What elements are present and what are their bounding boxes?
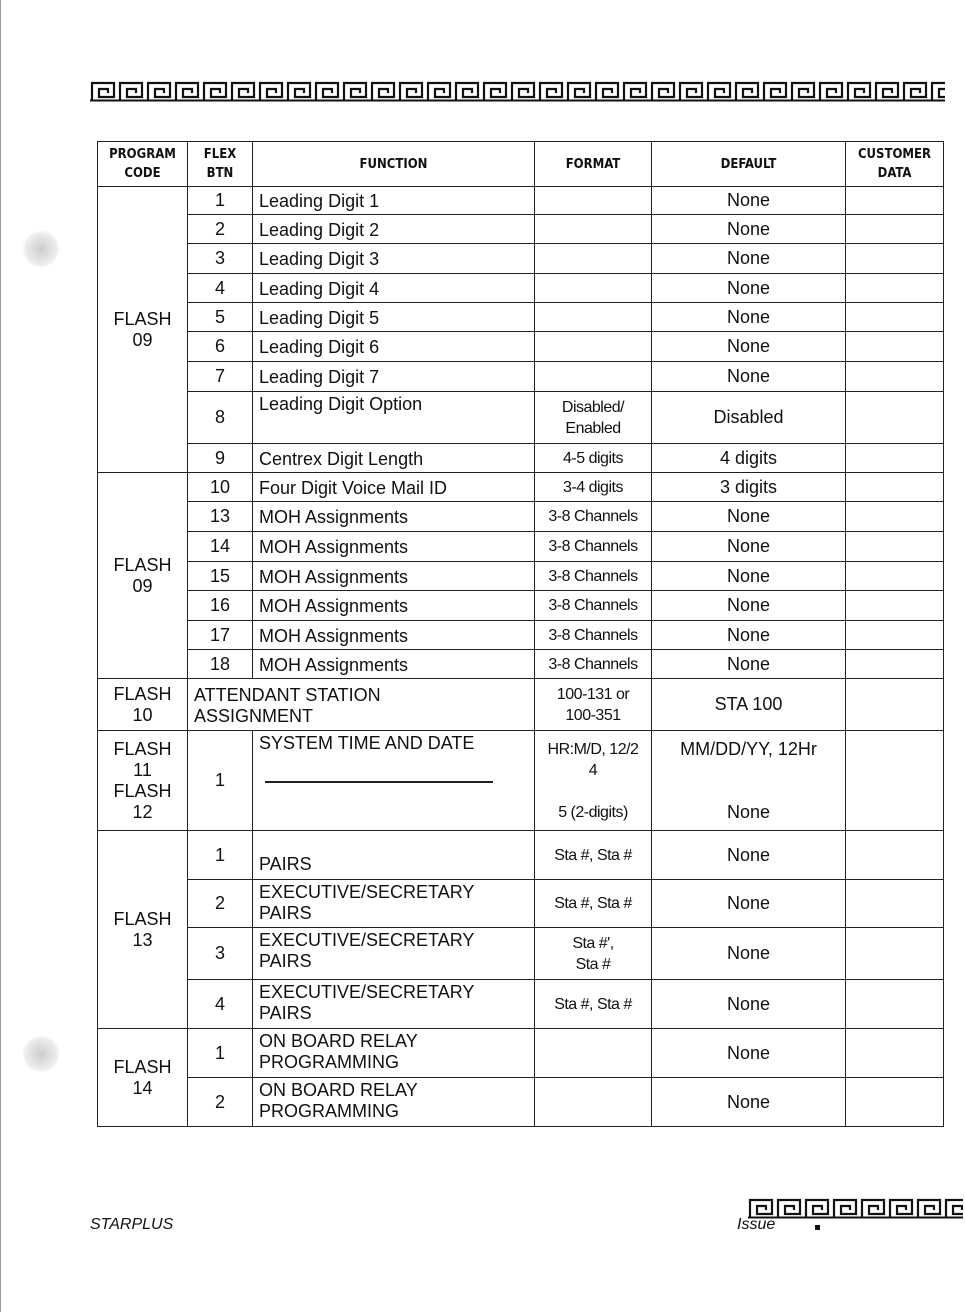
- default-cell: None: [652, 187, 846, 215]
- format-cell: [535, 215, 652, 244]
- default-cell: MM/DD/YY, 12Hr None: [652, 731, 846, 831]
- format-cell: 3-8 Channels: [535, 502, 652, 532]
- table-row: [98, 444, 944, 473]
- flex-btn-cell: 7: [188, 362, 253, 392]
- table-row: [98, 1029, 944, 1078]
- default-cell: None: [652, 621, 846, 650]
- table-row: [98, 274, 944, 303]
- function-cell: Leading Digit 3: [253, 244, 535, 274]
- flex-btn-cell: 2: [188, 1078, 253, 1127]
- footer-product-name: STARPLUS: [90, 1216, 174, 1233]
- table-row: [98, 215, 944, 244]
- function-cell: EXECUTIVE/SECRETARY PAIRS: [253, 928, 535, 980]
- default-cell: None: [652, 928, 846, 980]
- function-cell: Leading Digit 1: [253, 187, 535, 215]
- format-cell: [535, 303, 652, 332]
- format-cell: [535, 274, 652, 303]
- flex-btn-cell: 16: [188, 591, 253, 621]
- flex-btn-cell: 17: [188, 621, 253, 650]
- scan-edge: [0, 0, 1, 1312]
- blank-entry-line: [265, 781, 493, 783]
- format-cell: 4-5 digits: [535, 444, 652, 473]
- program-code: FLASH 09: [98, 473, 188, 679]
- format-cell: [535, 187, 652, 215]
- format-cell: [535, 1029, 652, 1078]
- default-cell: None: [652, 650, 846, 679]
- default-cell: None: [652, 215, 846, 244]
- function-cell: ATTENDANT STATION ASSIGNMENT: [188, 679, 535, 731]
- customer-data-cell: [846, 274, 944, 303]
- flex-btn-cell: 6: [188, 332, 253, 362]
- header-flex-btn: FLEX BTN: [188, 142, 253, 187]
- function-cell: PAIRS: [253, 831, 535, 880]
- table-row: [98, 332, 944, 362]
- default-cell: None: [652, 591, 846, 621]
- flex-btn-cell: 9: [188, 444, 253, 473]
- customer-data-cell: [846, 502, 944, 532]
- format-cell: 3-8 Channels: [535, 562, 652, 591]
- customer-data-cell: [846, 928, 944, 980]
- function-cell: SYSTEM TIME AND DATE: [253, 731, 535, 831]
- customer-data-cell: [846, 362, 944, 392]
- default-cell: None: [652, 332, 846, 362]
- customer-data-cell: [846, 473, 944, 502]
- flex-btn-cell: 2: [188, 215, 253, 244]
- table-row: [98, 591, 944, 621]
- format-cell: 3-8 Channels: [535, 650, 652, 679]
- table-row: [98, 473, 944, 502]
- header-function: FUNCTION: [253, 142, 535, 187]
- format-cell: 3-4 digits: [535, 473, 652, 502]
- customer-data-cell: [846, 444, 944, 473]
- table-row: [98, 679, 944, 731]
- table-row: [98, 502, 944, 532]
- table-row: [98, 880, 944, 928]
- flex-btn-cell: 3: [188, 928, 253, 980]
- customer-data-cell: [846, 880, 944, 928]
- function-cell: ON BOARD RELAY PROGRAMMING: [253, 1029, 535, 1078]
- format-cell: 3-8 Channels: [535, 532, 652, 562]
- table-header-row: [98, 142, 944, 187]
- function-cell: MOH Assignments: [253, 650, 535, 679]
- customer-data-cell: [846, 187, 944, 215]
- table-row: [98, 244, 944, 274]
- footer-issue: Issue: [737, 1216, 776, 1233]
- customer-data-cell: [846, 591, 944, 621]
- table-row: [98, 1078, 944, 1127]
- customer-data-cell: [846, 532, 944, 562]
- program-code: FLASH 14: [98, 1029, 188, 1127]
- format-cell: [535, 332, 652, 362]
- customer-data-cell: [846, 650, 944, 679]
- table-row: [98, 392, 944, 444]
- flex-btn-cell: 4: [188, 274, 253, 303]
- flex-btn-cell: 1: [188, 1029, 253, 1078]
- header-default: DEFAULT: [652, 142, 846, 187]
- customer-data-cell: [846, 831, 944, 880]
- customer-data-cell: [846, 215, 944, 244]
- flex-btn-cell: 2: [188, 880, 253, 928]
- flex-btn-cell: 15: [188, 562, 253, 591]
- default-cell: None: [652, 303, 846, 332]
- flex-btn-cell: 10: [188, 473, 253, 502]
- function-cell: MOH Assignments: [253, 502, 535, 532]
- customer-data-cell: [846, 1029, 944, 1078]
- flex-btn-cell: 13: [188, 502, 253, 532]
- flex-btn-cell: 18: [188, 650, 253, 679]
- table-row: [98, 980, 944, 1029]
- header-format: FORMAT: [535, 142, 652, 187]
- default-cell: None: [652, 502, 846, 532]
- function-cell: Leading Digit 6: [253, 332, 535, 362]
- default-cell: None: [652, 1029, 846, 1078]
- customer-data-cell: [846, 332, 944, 362]
- format-cell: [535, 1078, 652, 1127]
- program-code: FLASH 10: [98, 679, 188, 731]
- table-row: [98, 621, 944, 650]
- flex-btn-cell: 8: [188, 392, 253, 444]
- format-cell: Sta #', Sta #: [535, 928, 652, 980]
- header-program-code: PROGRAM CODE: [98, 142, 188, 187]
- flex-btn-cell: 1: [188, 731, 253, 831]
- customer-data-cell: [846, 244, 944, 274]
- header-customer-data: CUSTOMER DATA: [846, 142, 944, 187]
- function-cell: MOH Assignments: [253, 621, 535, 650]
- default-cell: None: [652, 880, 846, 928]
- default-cell: None: [652, 562, 846, 591]
- default-cell: None: [652, 980, 846, 1029]
- program-code: FLASH 11 FLASH 12: [98, 731, 188, 831]
- format-cell: 100-131 or 100-351: [535, 679, 652, 731]
- default-cell: None: [652, 1078, 846, 1127]
- format-cell: Sta #, Sta #: [535, 831, 652, 880]
- flex-btn-cell: 4: [188, 980, 253, 1029]
- flex-btn-cell: 1: [188, 187, 253, 215]
- format-cell: [535, 362, 652, 392]
- function-cell: MOH Assignments: [253, 591, 535, 621]
- function-cell: ON BOARD RELAY PROGRAMMING: [253, 1078, 535, 1127]
- default-cell: None: [652, 831, 846, 880]
- function-cell: MOH Assignments: [253, 532, 535, 562]
- format-cell: Sta #, Sta #: [535, 880, 652, 928]
- flex-btn-cell: 14: [188, 532, 253, 562]
- function-cell: Leading Digit 4: [253, 274, 535, 303]
- flex-btn-cell: 5: [188, 303, 253, 332]
- table-row: [98, 303, 944, 332]
- customer-data-cell: [846, 980, 944, 1029]
- default-cell: None: [652, 532, 846, 562]
- function-cell: Four Digit Voice Mail ID: [253, 473, 535, 502]
- format-cell: [535, 244, 652, 274]
- greek-key-border-top: [90, 80, 945, 102]
- program-code: FLASH 13: [98, 831, 188, 1029]
- table-row: [98, 532, 944, 562]
- default-cell: None: [652, 362, 846, 392]
- customer-data-cell: [846, 621, 944, 650]
- flex-btn-cell: 1: [188, 831, 253, 880]
- customer-data-cell: [846, 731, 944, 831]
- function-cell: EXECUTIVE/SECRETARY PAIRS: [253, 880, 535, 928]
- customer-data-cell: [846, 679, 944, 731]
- function-cell: MOH Assignments: [253, 562, 535, 591]
- greek-key-border-footer: [748, 1197, 963, 1219]
- function-cell: Centrex Digit Length: [253, 444, 535, 473]
- default-cell: 4 digits: [652, 444, 846, 473]
- table-row: [98, 831, 944, 880]
- punch-hole-mark: [22, 1035, 60, 1073]
- function-cell: Leading Digit 7: [253, 362, 535, 392]
- format-cell: 3-8 Channels: [535, 621, 652, 650]
- table-row: [98, 187, 944, 215]
- customer-data-cell: [846, 562, 944, 591]
- footer-dot: [815, 1225, 820, 1230]
- table-row: [98, 928, 944, 980]
- default-cell: None: [652, 274, 846, 303]
- function-cell: Leading Digit 2: [253, 215, 535, 244]
- format-cell: 3-8 Channels: [535, 591, 652, 621]
- function-cell: Leading Digit Option: [253, 392, 535, 444]
- customer-data-cell: [846, 303, 944, 332]
- customer-data-cell: [846, 392, 944, 444]
- table-row: [98, 650, 944, 679]
- flex-btn-cell: 3: [188, 244, 253, 274]
- function-cell: EXECUTIVE/SECRETARY PAIRS: [253, 980, 535, 1029]
- default-cell: None: [652, 244, 846, 274]
- format-cell: Disabled/ Enabled: [535, 392, 652, 444]
- punch-hole-mark: [22, 230, 60, 268]
- format-cell: HR:M/D, 12/2 4 5 (2-digits): [535, 731, 652, 831]
- table-row: [98, 362, 944, 392]
- default-cell: Disabled: [652, 392, 846, 444]
- format-cell: Sta #, Sta #: [535, 980, 652, 1029]
- table-row: [98, 562, 944, 591]
- function-cell: Leading Digit 5: [253, 303, 535, 332]
- program-code: FLASH 09: [98, 187, 188, 473]
- table-row: [98, 731, 944, 831]
- customer-data-cell: [846, 1078, 944, 1127]
- default-cell: STA 100: [652, 679, 846, 731]
- default-cell: 3 digits: [652, 473, 846, 502]
- program-table: [97, 141, 944, 1127]
